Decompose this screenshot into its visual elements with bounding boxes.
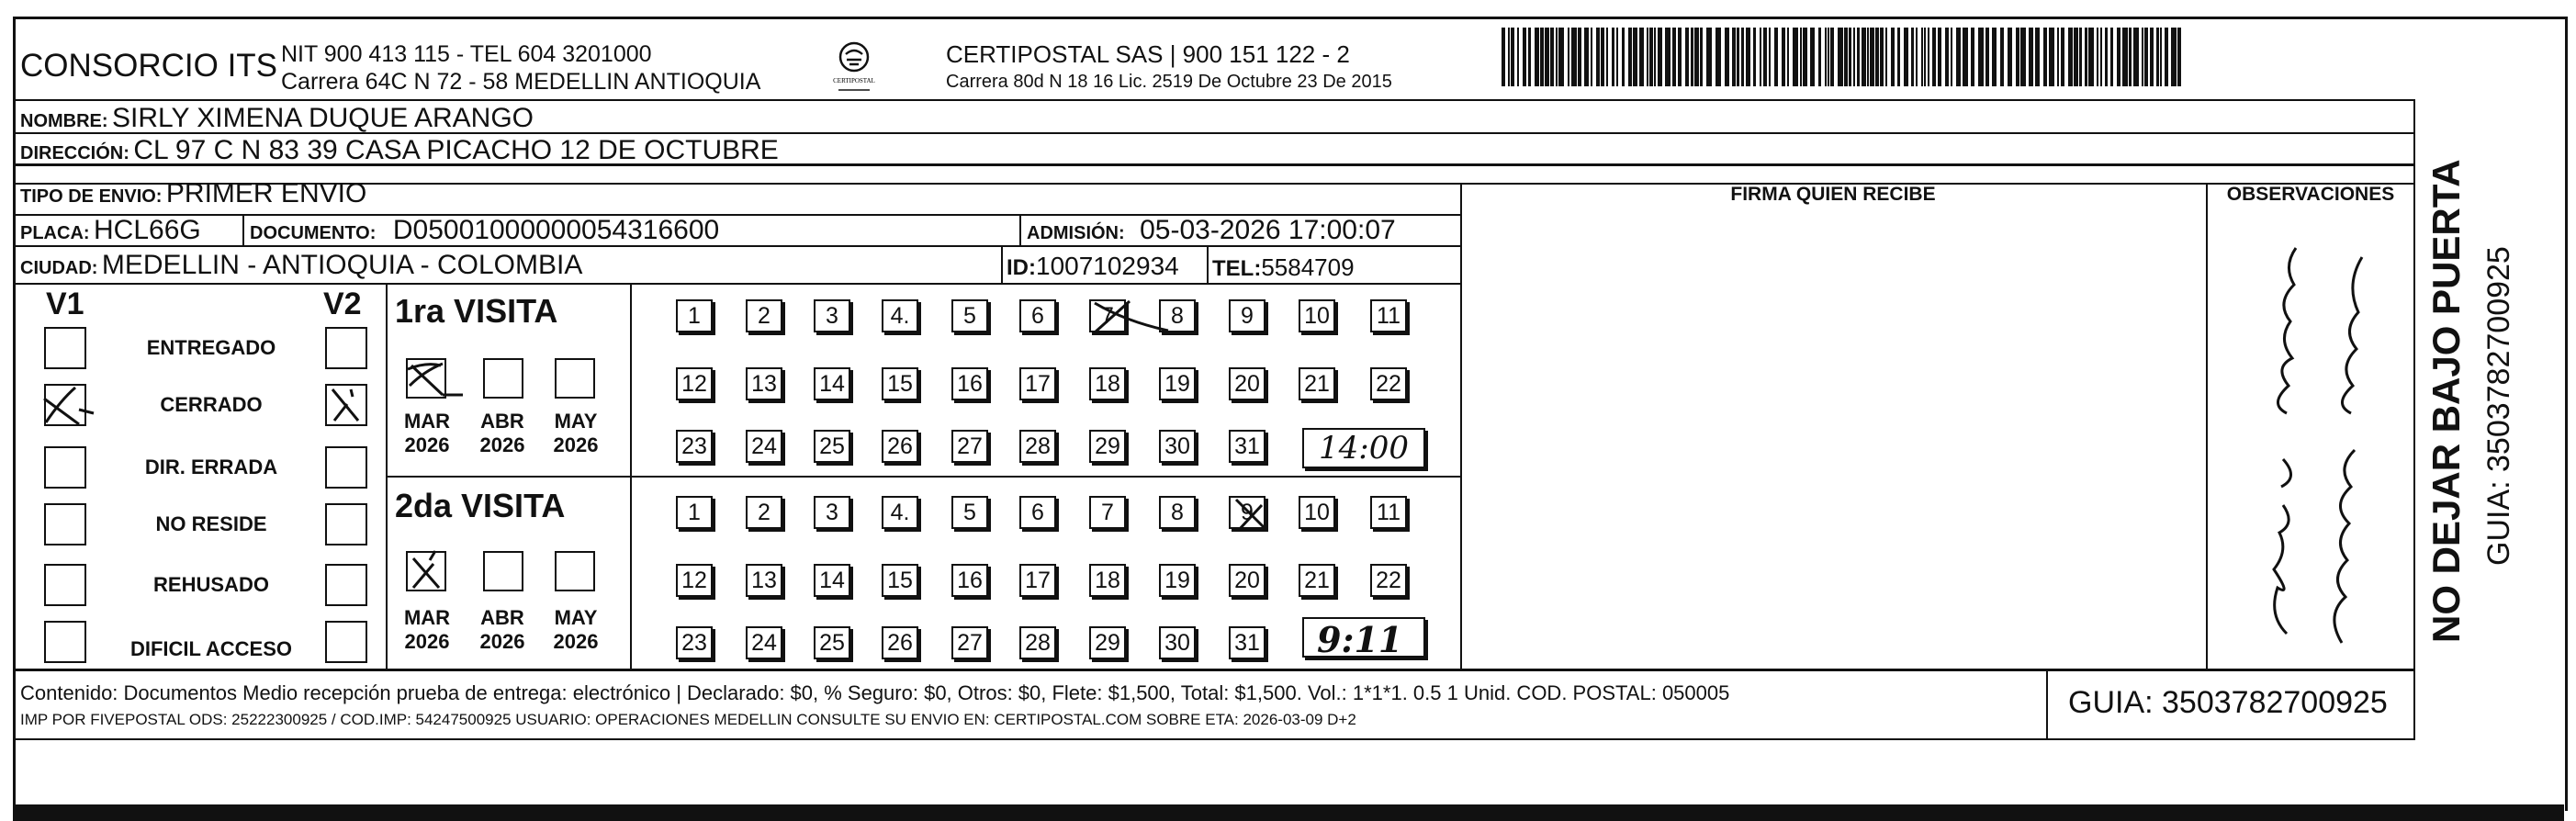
first-visit-day-box[interactable]: 8 [1159,299,1196,332]
second-visit-day-box[interactable]: 17 [1019,564,1056,597]
v1-rehusado-checkbox[interactable] [44,564,86,606]
nombre-value: SIRLY XIMENA DUQUE ARANGO [112,103,534,133]
first-visit-day-box[interactable]: 2 [746,299,782,332]
first-visit-day-box[interactable]: 25 [814,430,850,463]
first-visit-day-box[interactable]: 16 [951,367,988,400]
month-year: 2026 [553,630,599,653]
company-nit-line: NIT 900 413 115 - TEL 604 3201000 [281,41,652,67]
firma-label: FIRMA QUIEN RECIBE [1730,184,1936,205]
v2-no-reside-checkbox[interactable] [325,503,367,545]
footer-guia: GUIA: 3503782700925 [2068,685,2388,720]
ciudad-value: MEDELLIN - ANTIOQUIA - COLOMBIA [101,250,583,280]
first-visit-day-7-mark [1089,294,1172,340]
tipo-label: TIPO DE ENVIO: [20,186,163,207]
handwritten-x-mark [325,384,367,426]
v2-rehusado-checkbox[interactable] [325,564,367,606]
nombre-row [20,103,534,134]
second-visit-day-box[interactable]: 2 [746,496,782,529]
first-visit-month-may [544,410,608,457]
first-visit-time: 14:00 [1319,430,1409,467]
second-visit-day-box[interactable]: 23 [676,626,713,659]
first-visit-day-box[interactable]: 10 [1299,299,1335,332]
first-visit-day-box[interactable]: 5 [951,299,988,332]
first-visit-day-box[interactable]: 20 [1229,367,1266,400]
v2-label: V2 [323,287,362,321]
v1-cerrado-checkbox[interactable] [44,384,86,426]
second-visit-day-box[interactable]: 7 [1089,496,1126,529]
first-visit-month-mar [395,410,459,457]
second-visit-day-box[interactable]: 1 [676,496,713,529]
label-bottom-bar [13,804,2564,821]
tel-row [1212,253,1355,282]
second-visit-day-box[interactable]: 9 [1229,496,1266,529]
first-visit-day-box[interactable]: 22 [1370,367,1407,400]
handwritten-x-mark [42,382,97,424]
first-visit-may-checkbox[interactable] [555,358,595,399]
direccion-value: CL 97 C N 83 39 CASA PICACHO 12 DE OCTUBRE [133,135,779,165]
first-visit-day-box[interactable]: 17 [1019,367,1056,400]
first-visit-month-abr [470,410,534,457]
nombre-label: NOMBRE: [20,111,108,131]
second-visit-day-box[interactable]: 19 [1159,564,1196,597]
second-visit-day-box[interactable]: 15 [882,564,918,597]
admision-value: 05-03-2026 17:00:07 [1140,215,1396,245]
first-visit-day-box[interactable]: 31 [1229,430,1266,463]
second-visit-day-box[interactable]: 24 [746,626,782,659]
first-visit-time-box[interactable] [1302,428,1425,468]
status-dificil-acceso: DIFICIL ACCESO [129,637,292,660]
certipostal-logo [831,39,877,96]
month-year: 2026 [404,433,450,456]
second-visit-day-box[interactable]: 8 [1159,496,1196,529]
month-year: 2026 [479,630,525,653]
v1-entregado-checkbox[interactable] [44,327,86,369]
v2-entregado-checkbox[interactable] [325,327,367,369]
first-visit-day-box[interactable]: 11 [1370,299,1407,332]
first-visit-day-box[interactable]: 6 [1019,299,1056,332]
v1-dir-errada-checkbox[interactable] [44,446,86,489]
second-visit-day-box[interactable]: 11 [1370,496,1407,529]
footer-content-line: Contenido: Documentos Medio recepción prueba de entrega: electrónico | Declarado: $0, % Seguro: $0, Otros: $0, Flete: $1,500, Total: $1,500. Vol.: 1*1*1. 0.5 1 Unid. COD. POSTAL: 050005 [20,681,1730,704]
company-name: CONSORCIO ITS [20,48,278,84]
month-name: ABR [480,410,524,433]
first-visit-day-box[interactable]: 14 [814,367,850,400]
second-visit-day-box[interactable]: 5 [951,496,988,529]
first-visit-abr-checkbox[interactable] [483,358,523,399]
placa-label: PLACA: [20,223,90,243]
placa-value: HCL66G [94,215,201,245]
id-value: 1007102934 [1036,252,1179,280]
second-visit-abr-checkbox[interactable] [483,551,523,591]
direccion-label: DIRECCIÓN: [20,143,129,163]
carrier-info [946,40,1392,96]
first-visit-day-box[interactable]: 9 [1229,299,1266,332]
second-visit-day-box[interactable]: 16 [951,564,988,597]
logo-text: CERTIPOSTAL [833,77,875,84]
id-row [1007,252,1179,281]
month-name: MAY [554,410,598,433]
first-visit-day-box[interactable]: 12 [676,367,713,400]
handwritten-x-mark [406,358,470,399]
side-guia: GUIA: 3503782700925 [2481,246,2516,566]
v1-no-reside-checkbox[interactable] [44,503,86,545]
ciudad-label: CIUDAD: [20,258,98,278]
v2-cerrado-checkbox[interactable] [325,384,367,426]
observaciones-handwriting [2204,230,2415,652]
second-visit-day-box[interactable]: 28 [1019,626,1056,659]
second-visit-month-abr [470,606,534,654]
second-visit-day-box[interactable]: 26 [882,626,918,659]
second-visit-day-box[interactable]: 14 [814,564,850,597]
carrier-line: CERTIPOSTAL SAS | 900 151 122 - 2 [946,40,1350,68]
first-visit-day-box[interactable]: 3 [814,299,850,332]
second-visit-day-box[interactable]: 31 [1229,626,1266,659]
first-visit-day-box[interactable]: 23 [676,430,713,463]
second-visit-day-box[interactable]: 30 [1159,626,1196,659]
tipo-value: PRIMER ENVIO [165,178,367,208]
status-cerrado: CERRADO [160,393,263,416]
second-visit-day-9-mark [1231,494,1277,536]
month-year: 2026 [553,433,599,456]
second-visit-day-box[interactable]: 10 [1299,496,1335,529]
second-visit-month-mar [395,606,459,654]
month-name: ABR [480,606,524,629]
status-no-reside: NO RESIDE [155,512,267,535]
side-warning: NO DEJAR BAJO PUERTA [2424,159,2468,643]
second-visit-day-box[interactable]: 3 [814,496,850,529]
v2-dificil-acceso-checkbox[interactable] [325,621,367,663]
second-visit-day-box[interactable]: 22 [1370,564,1407,597]
month-year: 2026 [404,630,450,653]
month-year: 2026 [479,433,525,456]
second-visit-time: 9:11 [1317,619,1403,660]
second-visit-title: 2da VISITA [395,487,566,524]
handwritten-x-mark [406,542,446,591]
company-info [281,40,760,96]
carrier-address: Carrera 80d N 18 16 Lic. 2519 De Octubre 23 De 2015 [946,72,1392,92]
observaciones-label: OBSERVACIONES [2226,184,2395,205]
admision-row [1027,215,1396,246]
second-visit-time-box[interactable] [1302,617,1425,658]
first-visit-day-box[interactable]: 18 [1089,367,1126,400]
second-visit-may-checkbox[interactable] [555,551,595,591]
month-name: MAR [403,606,451,629]
status-dir-errada: DIR. ERRADA [144,455,278,478]
v1-dificil-acceso-checkbox[interactable] [44,621,86,663]
v1-label: V1 [46,287,84,321]
tel-value: 5584709 [1261,253,1355,281]
placa-row [20,215,201,246]
first-visit-day-box[interactable]: 28 [1019,430,1056,463]
first-visit-day-box[interactable]: 4. [882,299,918,332]
first-visit-day-box[interactable]: 29 [1089,430,1126,463]
ciudad-row [20,250,582,281]
first-visit-day-box[interactable]: 26 [882,430,918,463]
first-visit-day-box[interactable]: 27 [951,430,988,463]
company-address: Carrera 64C N 72 - 58 MEDELLIN ANTIOQUIA [281,69,761,95]
second-visit-month-may [544,606,608,654]
first-visit-day-box[interactable]: 30 [1159,430,1196,463]
second-visit-day-box[interactable]: 6 [1019,496,1056,529]
first-visit-day-box[interactable]: 7 [1089,299,1126,332]
second-visit-day-box[interactable]: 12 [676,564,713,597]
first-visit-day-box[interactable]: 1 [676,299,713,332]
first-visit-mar-checkbox[interactable] [406,358,446,399]
documento-value: D05001000000054316600 [392,215,720,245]
status-rehusado: REHUSADO [153,573,269,596]
second-visit-mar-checkbox[interactable] [406,551,446,591]
month-name: MAY [554,606,598,629]
status-entregado: ENTREGADO [146,336,276,359]
documento-label: DOCUMENTO: [250,223,377,243]
first-visit-day-box[interactable]: 19 [1159,367,1196,400]
tipo-row [20,178,366,209]
second-visit-day-box[interactable]: 20 [1229,564,1266,597]
admision-label: ADMISIÓN: [1027,223,1125,243]
second-visit-day-box[interactable]: 25 [814,626,850,659]
second-visit-day-box[interactable]: 18 [1089,564,1126,597]
tel-label: TEL: [1212,256,1262,281]
second-visit-day-box[interactable]: 21 [1299,564,1335,597]
id-label: ID: [1007,255,1036,280]
first-visit-day-box[interactable]: 21 [1299,367,1335,400]
first-visit-title: 1ra VISITA [395,292,558,330]
second-visit-day-box[interactable]: 27 [951,626,988,659]
first-visit-day-box[interactable]: 13 [746,367,782,400]
v2-dir-errada-checkbox[interactable] [325,446,367,489]
footer-imp-line: IMP POR FIVEPOSTAL ODS: 25222300925 / COD.IMP: 54247500925 USUARIO: OPERACIONES MEDELLIN CONSULTE SU ENVIO EN: CERTIPOSTAL.COM SOBRE ETA: 2026-03-09 D+2 [20,711,1356,728]
direccion-row [20,135,779,166]
second-visit-day-box[interactable]: 13 [746,564,782,597]
first-visit-day-box[interactable]: 15 [882,367,918,400]
barcode [1502,28,2181,86]
first-visit-day-box[interactable]: 24 [746,430,782,463]
documento-row [250,215,719,246]
second-visit-day-box[interactable]: 29 [1089,626,1126,659]
second-visit-day-box[interactable]: 4. [882,496,918,529]
month-name: MAR [403,410,451,433]
